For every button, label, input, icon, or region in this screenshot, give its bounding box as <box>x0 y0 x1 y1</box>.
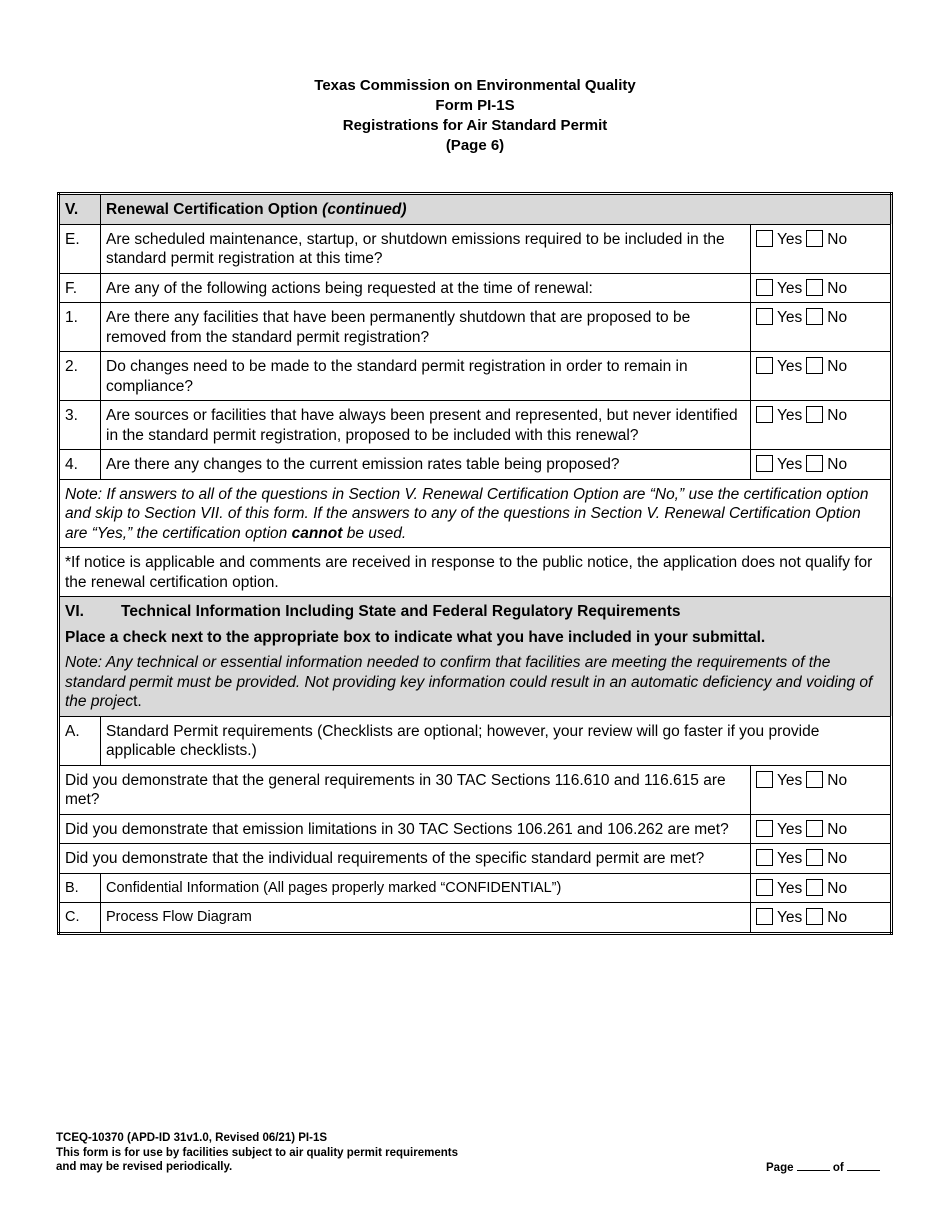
question-row-2 <box>59 352 892 401</box>
yes-checkbox[interactable] <box>756 357 773 374</box>
yes-checkbox[interactable] <box>756 908 773 925</box>
no-label: No <box>827 309 848 326</box>
page-label: Page <box>766 1162 794 1174</box>
form-number: Form PI-1S <box>435 97 515 114</box>
question-row-f <box>59 273 892 303</box>
yes-checkbox[interactable] <box>756 455 773 472</box>
no-label: No <box>827 820 848 838</box>
page-total-blank[interactable] <box>847 1160 880 1171</box>
no-label: No <box>827 456 848 473</box>
item-text: Standard Permit requirements (Checklists are optional; however, your review will go faster if you provide applicable checklists.) <box>101 716 892 765</box>
no-label: No <box>827 771 848 789</box>
no-label: No <box>827 407 848 424</box>
section-v-number: V. <box>59 194 101 225</box>
no-checkbox[interactable] <box>806 279 823 296</box>
item-b-row <box>59 873 892 903</box>
no-label: No <box>827 909 848 926</box>
section-v-title: Renewal Certification Option (continued) <box>101 194 892 225</box>
demonstration-text: Did you demonstrate that the individual requirements of the specific standard permit are met? <box>59 844 751 874</box>
no-checkbox[interactable] <box>806 820 823 837</box>
yes-label: Yes <box>776 456 803 473</box>
no-label: No <box>827 230 848 248</box>
question-label: 3. <box>59 401 101 450</box>
no-checkbox[interactable] <box>806 455 823 472</box>
usage-note-line2: and may be revised periodically. <box>56 1161 233 1173</box>
section-vi-note-row <box>59 651 892 716</box>
section-v-header <box>59 194 892 225</box>
yes-checkbox[interactable] <box>756 308 773 325</box>
question-text: Are scheduled maintenance, startup, or shutdown emissions required to be included in the standard permit registration at this time? <box>101 224 751 273</box>
section-vi-note: Note: Any technical or essential information needed to confirm that facilities are meeting the requirements of the standard permit must be provided. Not providing key information could result in an automatic deficiency and voiding of the project. <box>59 651 892 716</box>
item-label: B. <box>59 873 101 903</box>
yes-label: Yes <box>776 309 803 326</box>
yes-checkbox[interactable] <box>756 771 773 788</box>
yes-label: Yes <box>776 230 803 248</box>
of-label: of <box>832 1162 844 1174</box>
question-label: F. <box>59 273 101 303</box>
section-vi-title-cell <box>59 597 892 626</box>
question-label: E. <box>59 224 101 273</box>
question-label: 4. <box>59 450 101 480</box>
yes-checkbox[interactable] <box>756 849 773 866</box>
item-label: A. <box>59 716 101 765</box>
yes-label: Yes <box>776 879 803 897</box>
demonstration-text: Did you demonstrate that the general requirements in 30 TAC Sections 116.610 and 116.615 are met? <box>59 765 751 814</box>
yes-checkbox[interactable] <box>756 879 773 896</box>
question-label: 1. <box>59 303 101 352</box>
no-checkbox[interactable] <box>806 230 823 247</box>
yes-no-choice <box>750 401 891 450</box>
demonstration-row <box>59 844 892 874</box>
form-header <box>0 76 950 156</box>
usage-note-line1: This form is for use by facilities subject to air quality permit requirements <box>56 1146 458 1159</box>
question-text: Do changes need to be made to the standard permit registration in order to remain in compliance? <box>101 352 751 401</box>
yes-label: Yes <box>776 820 803 838</box>
page-number-field <box>766 1160 880 1174</box>
section-vi-instruction: Place a check next to the appropriate box to indicate what you have included in your submittal. <box>59 626 892 652</box>
question-text: Are any of the following actions being requested at the time of renewal: <box>101 273 751 303</box>
section-vi-number: VI. <box>65 603 84 620</box>
yes-label: Yes <box>776 909 803 926</box>
form-id: TCEQ-10370 (APD-ID 31v1.0, Revised 06/21) PI-1S <box>56 1132 328 1144</box>
question-row-3 <box>59 401 892 450</box>
no-checkbox[interactable] <box>806 406 823 423</box>
yes-label: Yes <box>776 850 803 867</box>
yes-no-choice <box>750 814 891 844</box>
question-row-4 <box>59 450 892 480</box>
item-label: C. <box>59 903 101 934</box>
no-label: No <box>827 279 848 297</box>
page-number-blank[interactable] <box>797 1160 830 1171</box>
section-vi-title: Technical Information Including State and Federal Regulatory Requirements <box>121 603 681 620</box>
yes-no-choice <box>750 303 891 352</box>
section-vi-header <box>59 597 892 626</box>
no-checkbox[interactable] <box>806 771 823 788</box>
yes-checkbox[interactable] <box>756 820 773 837</box>
yes-no-choice <box>750 903 891 934</box>
item-text: Confidential Information (All pages properly marked “CONFIDENTIAL”) <box>101 873 751 903</box>
yes-no-choice <box>750 873 891 903</box>
question-text: Are there any changes to the current emission rates table being proposed? <box>101 450 751 480</box>
question-label: 2. <box>59 352 101 401</box>
form-title: Registrations for Air Standard Permit <box>342 117 608 134</box>
demonstration-row <box>59 765 892 814</box>
no-checkbox[interactable] <box>806 879 823 896</box>
section-v-note: Note: If answers to all of the questions in Section V. Renewal Certification Option are “No,” use the certification option and skip to Section VII. of this form. If the answers to any of the questions in Section V. Renewal Certification Option are “Yes,” the certification option cannot be used. <box>59 479 892 548</box>
item-text: Process Flow Diagram <box>101 903 751 934</box>
question-text: Are there any facilities that have been permanently shutdown that are proposed to be removed from the standard permit registration? <box>101 303 751 352</box>
notice-row <box>59 548 892 597</box>
section-v-note-row <box>59 479 892 548</box>
agency-name: Texas Commission on Environmental Quality <box>314 77 636 94</box>
no-label: No <box>827 850 848 867</box>
yes-checkbox[interactable] <box>756 230 773 247</box>
yes-no-choice <box>750 844 891 874</box>
item-c-row <box>59 903 892 934</box>
yes-label: Yes <box>776 279 803 297</box>
question-text: Are sources or facilities that have always been present and represented, but never identified in the standard permit registration, proposed to be included with this renewal? <box>101 401 751 450</box>
no-checkbox[interactable] <box>806 308 823 325</box>
public-notice-text: *If notice is applicable and comments are received in response to the public notice, the application does not qualify for the renewal certification option. <box>59 548 892 597</box>
yes-no-choice <box>750 224 891 273</box>
no-checkbox[interactable] <box>806 849 823 866</box>
yes-checkbox[interactable] <box>756 406 773 423</box>
form-footer <box>56 1131 458 1175</box>
yes-label: Yes <box>776 407 803 424</box>
form-table <box>57 192 893 935</box>
yes-no-choice <box>750 450 891 480</box>
yes-label: Yes <box>776 771 803 789</box>
question-row-e <box>59 224 892 273</box>
yes-no-choice <box>750 352 891 401</box>
yes-checkbox[interactable] <box>756 279 773 296</box>
yes-no-choice <box>750 765 891 814</box>
no-label: No <box>827 879 848 897</box>
yes-label: Yes <box>776 358 803 375</box>
demonstration-text: Did you demonstrate that emission limitations in 30 TAC Sections 106.261 and 106.262 are met? <box>59 814 751 844</box>
demonstration-row <box>59 814 892 844</box>
question-row-1 <box>59 303 892 352</box>
item-a-row <box>59 716 892 765</box>
no-checkbox[interactable] <box>806 357 823 374</box>
no-checkbox[interactable] <box>806 908 823 925</box>
yes-no-choice <box>750 273 891 303</box>
section-vi-instruction-row <box>59 626 892 652</box>
no-label: No <box>827 358 848 375</box>
page-indicator: (Page 6) <box>445 137 505 154</box>
